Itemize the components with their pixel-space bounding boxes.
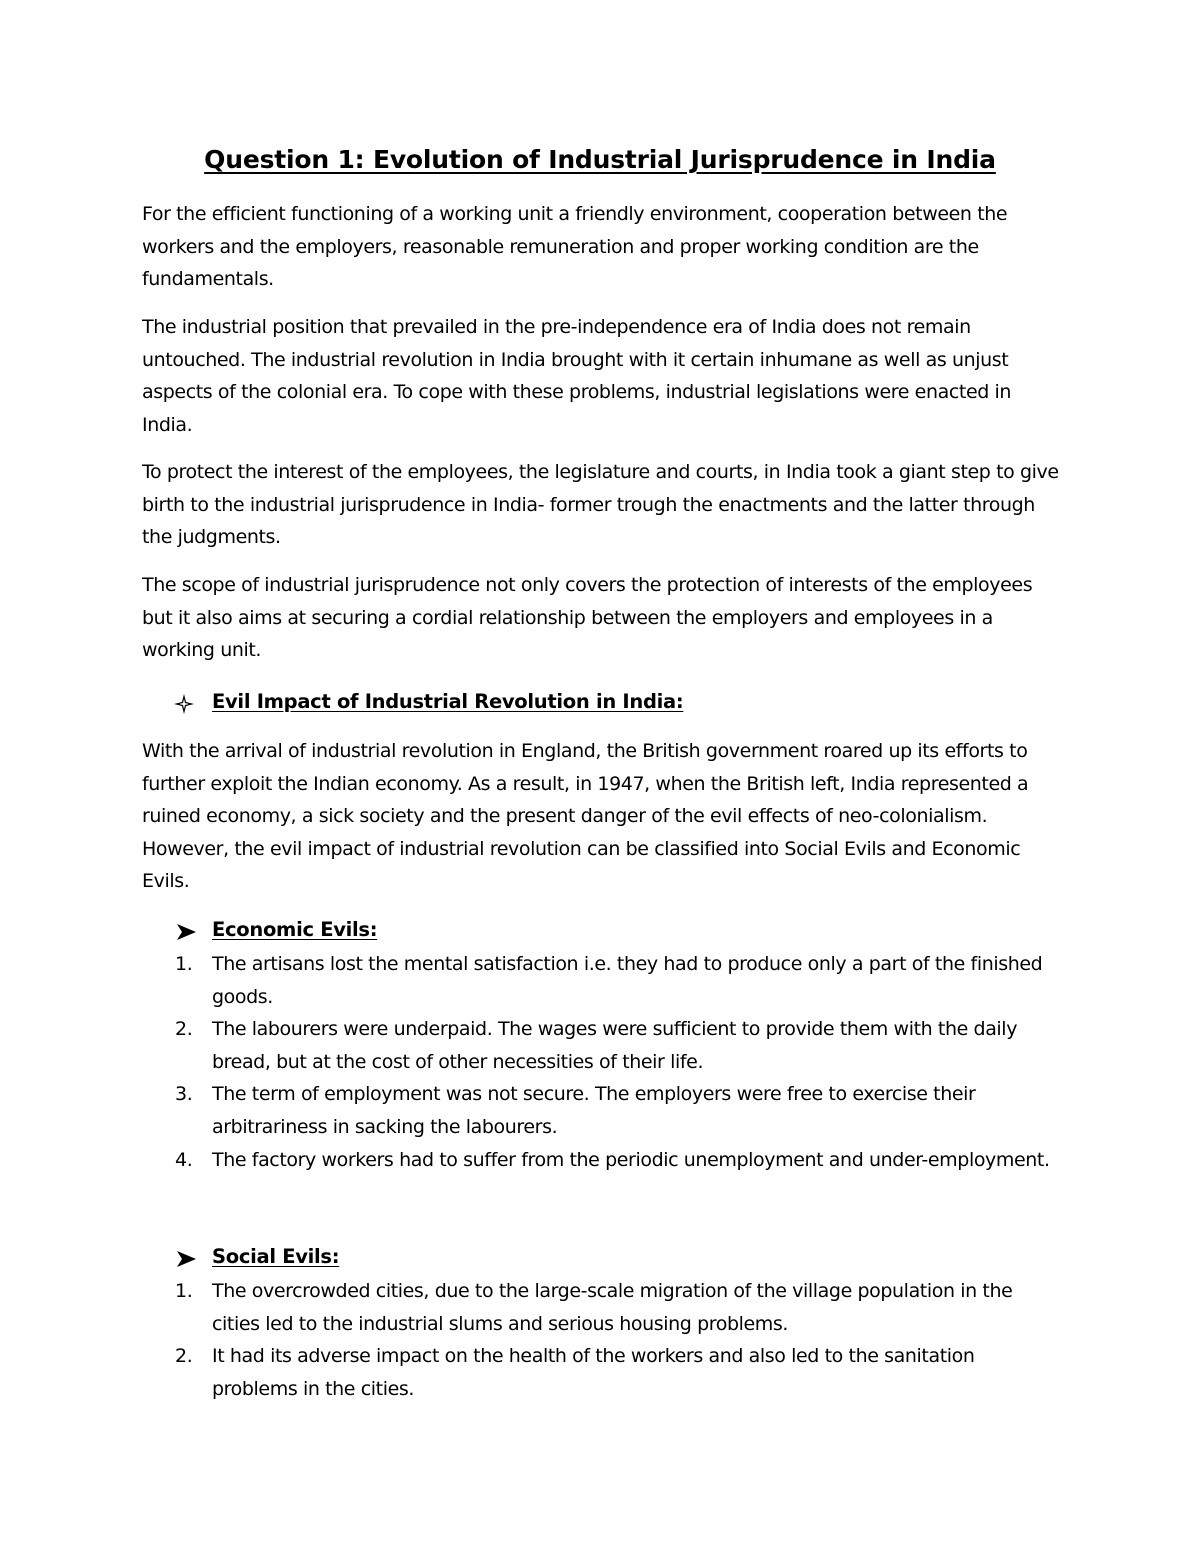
page-title: Question 1: Evolution of Industrial Jurisprudence in India [204,145,996,174]
list-text: It had its adverse impact on the health of the workers and also led to the sanitation problems in the cities. [212,1345,975,1400]
section-heading-evil-impact: Evil Impact of Industrial Revolution in India: [212,690,684,713]
list-item [0,1078,976,1143]
subsection-heading-economic-evils: Economic Evils: [212,918,378,941]
list-item [0,1144,1050,1177]
list-item [0,1340,975,1405]
list-text: The artisans lost the mental satisfaction i.e. they had to produce only a part of the finished goods. [212,953,1043,1008]
list-number: 1. [175,1280,193,1302]
list-number: 4. [175,1148,193,1171]
intro-paragraph-1: For the efficient functioning of a working unit a friendly environment, cooperation between the workers and the employers, reasonable remuneration and proper working condition are the fundamentals. [142,203,1008,291]
arrowhead-bullet-icon [176,914,198,946]
list-text: The labourers were underpaid. The wages were sufficient to provide them with the daily bread, but at the cost of other necessities of their life. [212,1018,1018,1073]
list-text: The overcrowded cities, due to the large-scale migration of the village population in the cities led to the industrial slums and serious housing problems. [212,1280,1013,1335]
list-number: 2. [175,1345,193,1368]
list-item [0,1275,1013,1340]
intro-paragraph-4: The scope of industrial jurisprudence not only covers the protection of interests of the employees but it also aims at securing a cordial relationship between the employers and employees in a working unit. [142,574,1033,662]
list-number: 2. [175,1018,193,1041]
social-evils-list [0,1275,1013,1405]
intro-paragraph-3: To protect the interest of the employees, the legislature and courts, in India took a giant step to give birth to the industrial jurisprudence in India- former trough the enactments and the latter through the judgments. [142,461,1059,549]
list-number: 1. [175,953,193,975]
list-number: 3. [175,1083,193,1106]
subsection-heading-social-evils: Social Evils: [212,1245,340,1268]
list-item [0,948,1043,1013]
list-text: The term of employment was not secure. The employers were free to exercise their arbitrariness in sacking the labourers. [212,1083,976,1138]
list-item [0,1013,1018,1078]
diamond-star-bullet-icon [173,686,195,718]
intro-paragraph-2: The industrial position that prevailed in the pre-independence era of India does not remain untouched. The industrial revolution in India brought with it certain inhumane as well as unjust aspects of the colonial era. To cope with these problems, industrial legislations were enacted in India. [142,316,1012,436]
list-text: The factory workers had to suffer from the periodic unemployment and under-employment. [212,1148,1050,1171]
economic-evils-list [0,948,1050,1176]
arrowhead-bullet-icon [176,1241,198,1273]
evil-impact-paragraph: With the arrival of industrial revolution in England, the British government roared up its efforts to further exploit the Indian economy. As a result, in 1947, when the British left, India represented a ruined economy, a sick society and the present danger of the evil effects of neo-colonialism. However, the evil impact of industrial revolution can be classified into Social Evils and Economic Evils. [142,740,1029,893]
